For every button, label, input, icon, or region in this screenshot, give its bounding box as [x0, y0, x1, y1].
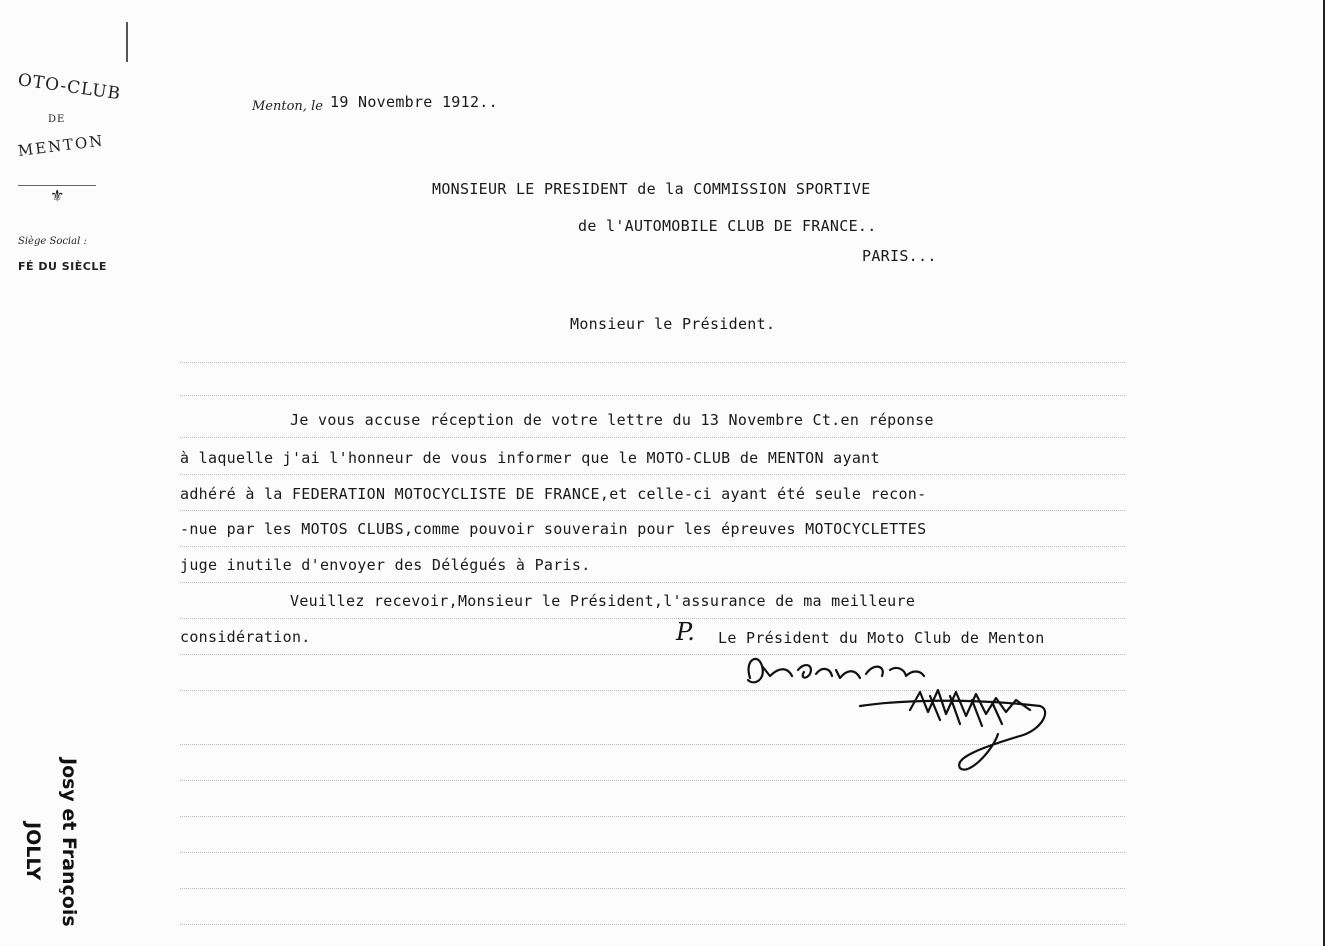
signoff-title: Le Président du Moto Club de Menton: [718, 629, 1045, 647]
ruled-line: [180, 924, 1125, 925]
letterhead-town: MENTON: [16, 131, 106, 160]
recipient-line-2: de l'AUTOMOBILE CLUB DE FRANCE..: [578, 217, 877, 235]
signature-scribble: [740, 640, 1060, 780]
body-line: considération.: [180, 628, 311, 646]
ruled-line: [180, 437, 1125, 438]
letterhead-siege-label: Siège Social :: [18, 236, 87, 247]
body-line: à laquelle j'ai l'honneur de vous informer que le MOTO-CLUB de MENTON ayant: [180, 449, 880, 467]
ruled-line: [180, 780, 1125, 781]
ruled-line: [180, 395, 1125, 396]
ruled-line: [180, 362, 1125, 363]
body-line: juge inutile d'envoyer des Délégués à Paris.: [180, 556, 591, 574]
date-label: Menton, le: [252, 99, 323, 114]
date-value: 19 Novembre 1912..: [330, 93, 498, 111]
letterhead-club-name: OTO-CLUB: [16, 70, 123, 105]
body-line: adhéré à la FEDERATION MOTOCYCLISTE DE FRANCE,et celle-ci ayant été seule recon-: [180, 485, 927, 503]
ruled-line: [180, 474, 1125, 475]
initial-mark: P.: [676, 618, 695, 646]
ruled-line: [180, 618, 1125, 619]
ruled-line: [180, 582, 1125, 583]
body-line: Je vous accuse réception de votre lettre du 13 Novembre Ct.en réponse: [290, 411, 934, 429]
ruled-line: [180, 888, 1125, 889]
letterhead-de: DE: [48, 114, 66, 125]
margin-mark: [126, 22, 128, 62]
ruled-line: [180, 510, 1125, 511]
page-edge: [1323, 0, 1325, 946]
fleur-de-lis-icon: ⚜: [50, 186, 65, 205]
body-line: Veuillez recevoir,Monsieur le Président,l'assurance de ma meilleure: [290, 592, 916, 610]
salutation: Monsieur le Président.: [570, 315, 776, 333]
credit-names: Josy et François: [58, 758, 80, 927]
credit-surname: JOLLY: [22, 822, 44, 881]
recipient-line-1: MONSIEUR LE PRESIDENT de la COMMISSION SPORTIVE: [432, 180, 871, 198]
body-line: -nue par les MOTOS CLUBS,comme pouvoir souverain pour les épreuves MOTOCYCLETTES: [180, 520, 927, 538]
ruled-line: [180, 816, 1125, 817]
recipient-line-3: PARIS...: [862, 247, 937, 265]
letterhead-cafe: FÉ DU SIÈCLE: [18, 260, 107, 273]
ruled-line: [180, 546, 1125, 547]
ruled-line: [180, 852, 1125, 853]
